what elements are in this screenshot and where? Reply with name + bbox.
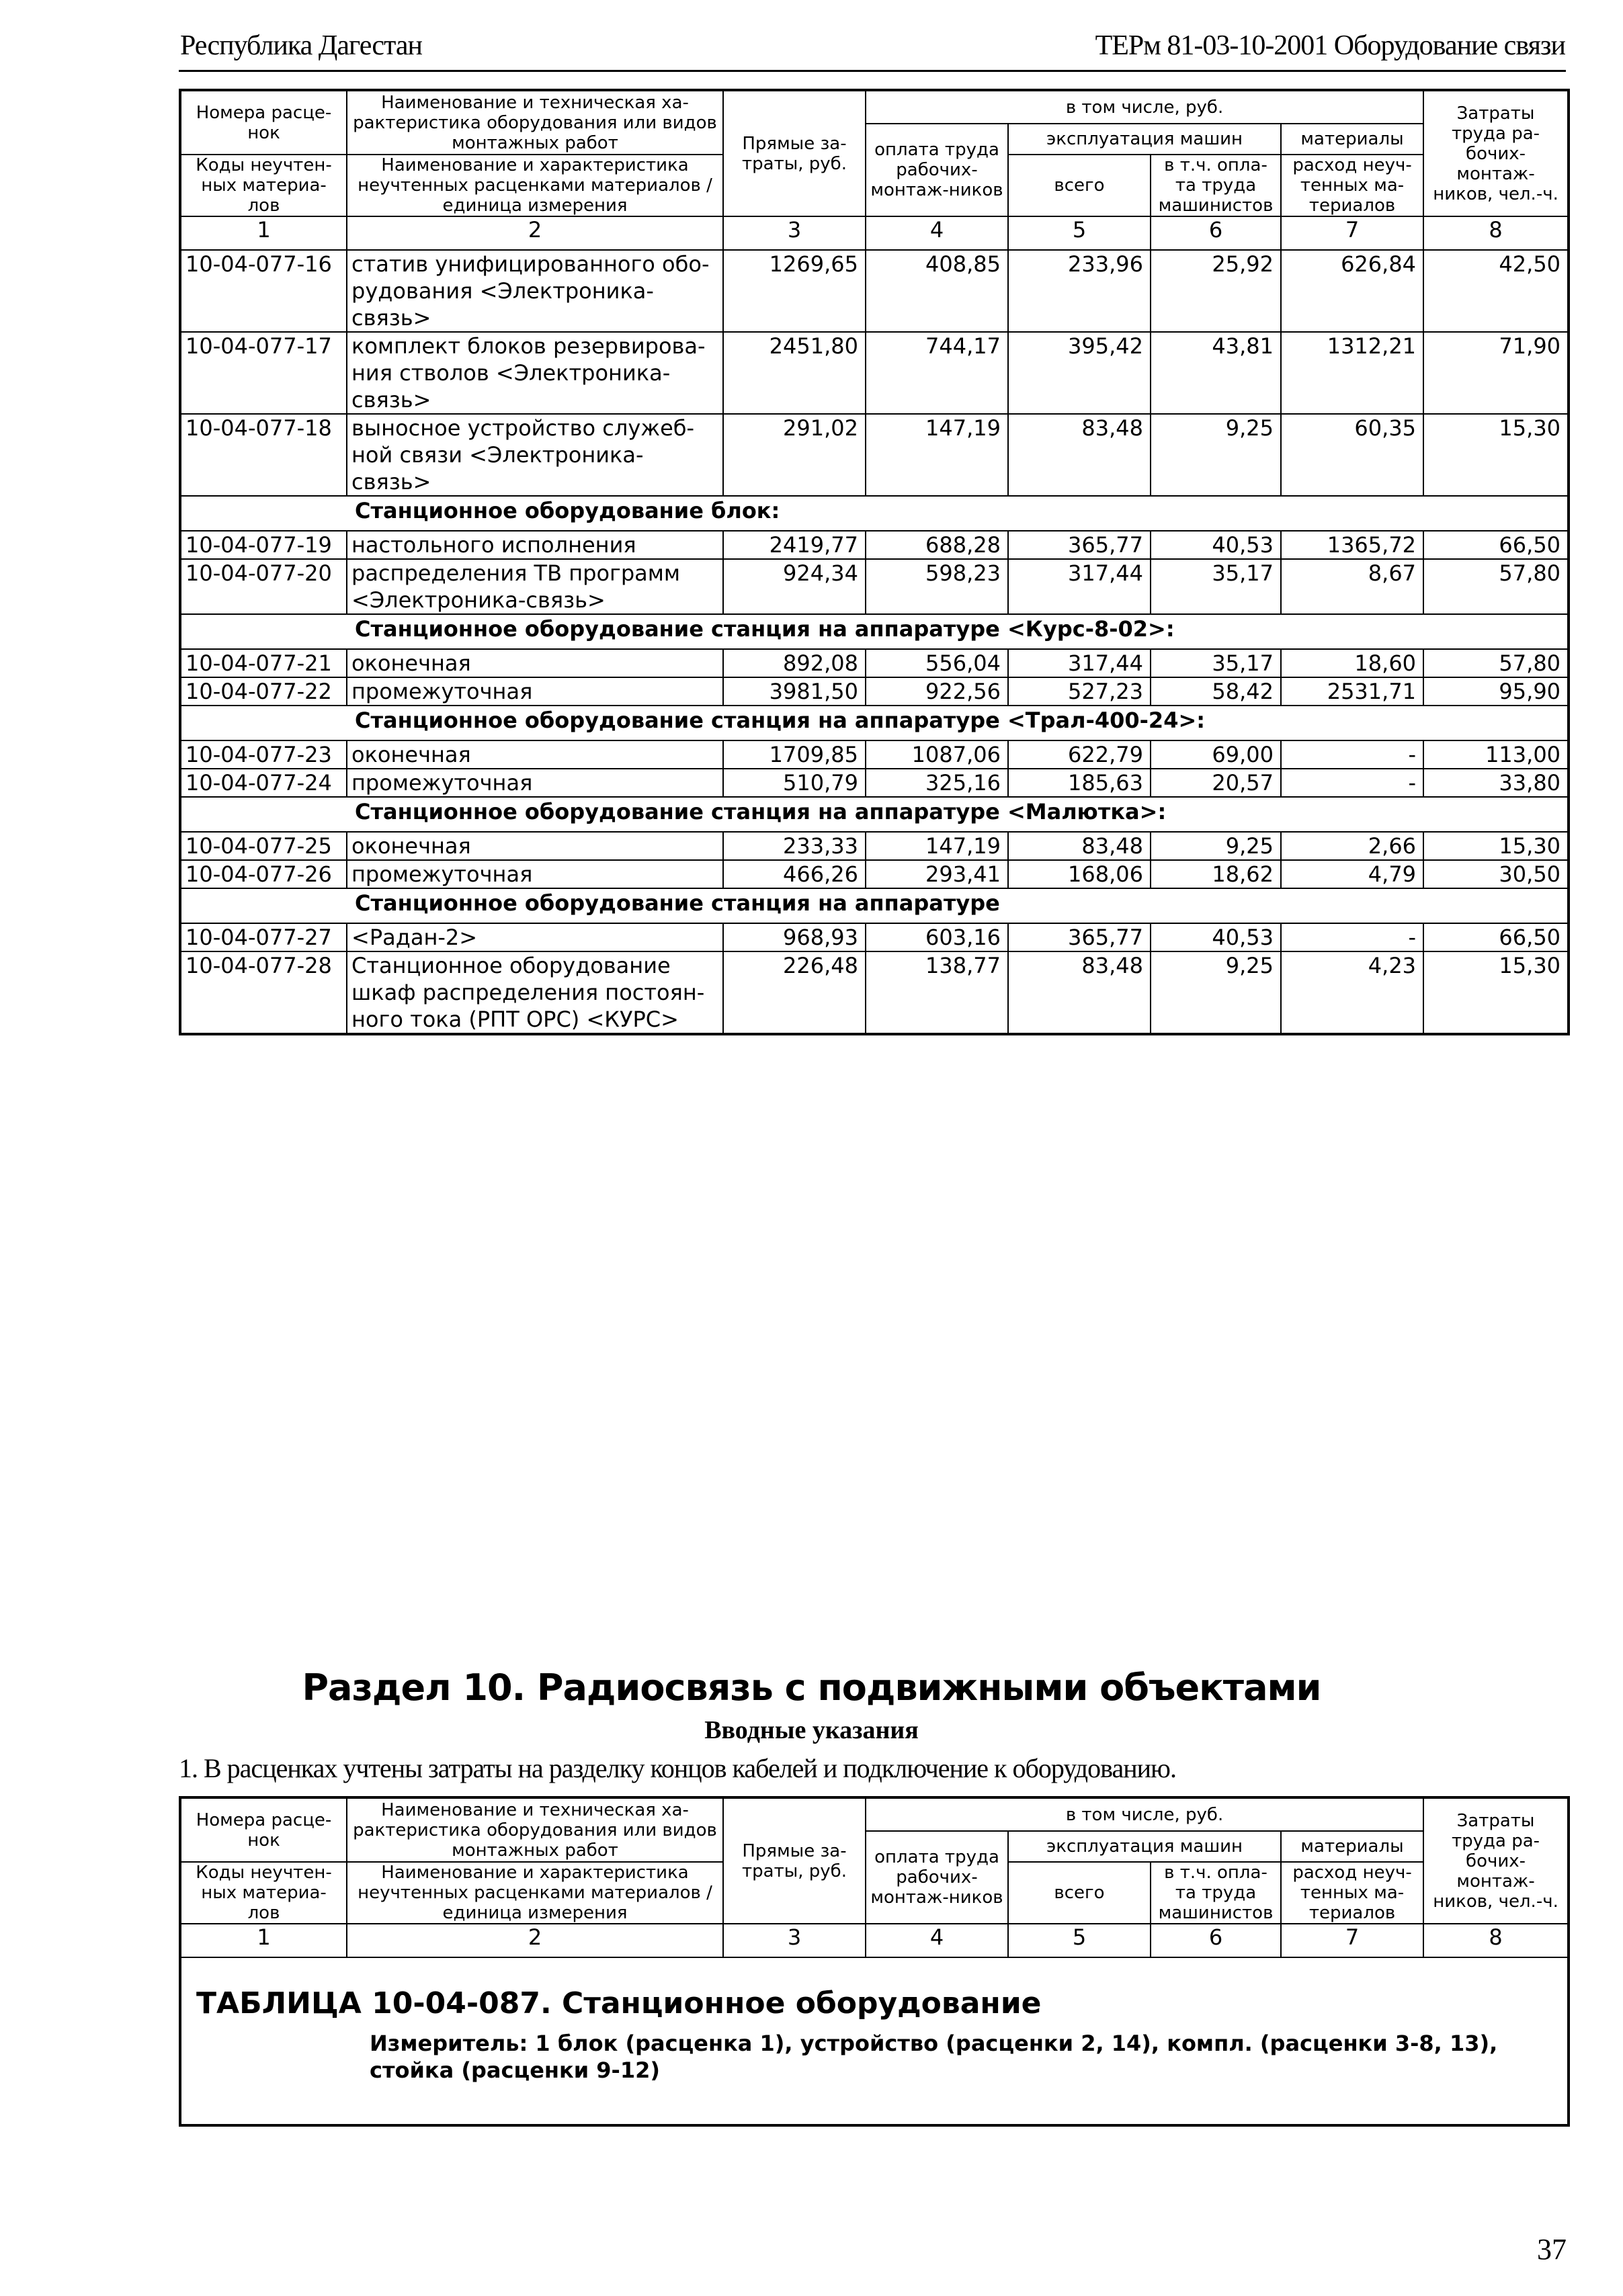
value-labor-hours: 95,90 — [1423, 677, 1569, 706]
section-heading: Станционное оборудование станция на аппаратуре <Трал-400-24>: — [180, 706, 1569, 740]
col-machines: эксплуатация машин — [1008, 124, 1281, 155]
value-machinist-pay: 35,17 — [1151, 559, 1281, 614]
col-materials: материалы — [1281, 124, 1423, 155]
section-heading: Станционное оборудование станция на аппаратуре <Курс-8-02>: — [180, 614, 1569, 649]
value-direct-costs: 510,79 — [723, 769, 866, 797]
col-direct-costs: Прямые за-траты, руб. — [723, 90, 866, 216]
rate-code: 10-04-077-19 — [180, 531, 347, 559]
rate-code: 10-04-077-27 — [180, 923, 347, 951]
column-number: 4 — [866, 216, 1008, 250]
value-machinist-pay: 25,92 — [1151, 250, 1281, 332]
column-numbers-row — [180, 216, 1569, 250]
value-worker-pay: 922,56 — [866, 677, 1008, 706]
value-material-usage: - — [1281, 740, 1423, 769]
value-direct-costs: 1269,65 — [723, 250, 866, 332]
value-machines-total: 83,48 — [1008, 414, 1151, 496]
table-row — [180, 769, 1569, 797]
value-machinist-pay: 18,62 — [1151, 860, 1281, 888]
value-machines-total: 395,42 — [1008, 332, 1151, 414]
value-material-usage: 2531,71 — [1281, 677, 1423, 706]
column-number: 5 — [1008, 216, 1151, 250]
value-worker-pay: 603,16 — [866, 923, 1008, 951]
section-heading: Станционное оборудование станция на аппаратуре <Малютка>: — [180, 797, 1569, 832]
value-machinist-pay: 35,17 — [1151, 649, 1281, 677]
value-machinist-pay: 58,42 — [1151, 677, 1281, 706]
col-machines: эксплуатация машин — [1008, 1831, 1281, 1862]
table-row — [180, 531, 1569, 559]
rate-name: комплект блоков резервирова-ния стволов <Электроника-связь> — [347, 332, 723, 414]
section-title: Раздел 10. Радиосвязь с подвижными объектами — [302, 1666, 1321, 1709]
rate-name: настольного исполнения — [347, 531, 723, 559]
rate-name: оконечная — [347, 832, 723, 860]
value-material-usage: 1365,72 — [1281, 531, 1423, 559]
table-measure-line: стойка (расценки 9-12) — [370, 2057, 660, 2083]
value-material-usage: 8,67 — [1281, 559, 1423, 614]
table-10-04-087 — [179, 1796, 1570, 2127]
column-number: 1 — [180, 216, 347, 250]
table-row — [180, 332, 1569, 414]
value-labor-hours: 15,30 — [1423, 414, 1569, 496]
header-region: Республика Дагестан — [180, 30, 423, 61]
intro-paragraph: 1. В расценках учтены затраты на разделку концов кабелей и подключение к оборудованию. — [179, 1753, 1176, 1783]
value-machines-total: 83,48 — [1008, 951, 1151, 1034]
section-heading: Станционное оборудование блок: — [180, 496, 1569, 531]
value-machines-total: 365,77 — [1008, 923, 1151, 951]
value-labor-hours: 57,80 — [1423, 559, 1569, 614]
value-machinist-pay: 9,25 — [1151, 832, 1281, 860]
col-machines-total: всего — [1008, 155, 1151, 216]
column-number: 2 — [347, 1924, 723, 1957]
col-machinist-pay: в т.ч. опла-та труда машинистов — [1151, 155, 1281, 216]
rate-name: статив унифицированного обо-рудования <Электроника-связь> — [347, 250, 723, 332]
col-group-incl: в том числе, руб. — [866, 1797, 1423, 1831]
col-materials: материалы — [1281, 1831, 1423, 1862]
value-machinist-pay: 69,00 — [1151, 740, 1281, 769]
value-labor-hours: 33,80 — [1423, 769, 1569, 797]
rate-code: 10-04-077-24 — [180, 769, 347, 797]
value-labor-hours: 42,50 — [1423, 250, 1569, 332]
rate-name: Станционное оборудование шкаф распределения постоян-ного тока (РПТ ОРС) <КУРС> — [347, 951, 723, 1034]
rate-name: промежуточная — [347, 860, 723, 888]
value-direct-costs: 2419,77 — [723, 531, 866, 559]
value-machines-total: 527,23 — [1008, 677, 1151, 706]
value-direct-costs: 968,93 — [723, 923, 866, 951]
value-labor-hours: 66,50 — [1423, 923, 1569, 951]
value-worker-pay: 138,77 — [866, 951, 1008, 1034]
column-number: 7 — [1281, 216, 1423, 250]
col-direct-costs: Прямые за-траты, руб. — [723, 1797, 866, 1924]
rate-code: 10-04-077-25 — [180, 832, 347, 860]
header-rule — [179, 70, 1566, 72]
value-material-usage: 4,79 — [1281, 860, 1423, 888]
column-number: 6 — [1151, 216, 1281, 250]
section-subtitle: Вводные указания — [704, 1716, 919, 1744]
column-number: 5 — [1008, 1924, 1151, 1957]
col-material-codes: Коды неучтен-ных материа-лов — [180, 155, 347, 216]
section-row — [180, 797, 1569, 832]
value-machinist-pay: 40,53 — [1151, 531, 1281, 559]
value-machinist-pay: 9,25 — [1151, 951, 1281, 1034]
value-worker-pay: 147,19 — [866, 832, 1008, 860]
table-header — [180, 1797, 1569, 1957]
col-name: Наименование и техническая ха-рактеристика оборудования или видов монтажных работ — [347, 1797, 723, 1862]
table-row — [180, 559, 1569, 614]
page-number: 37 — [1537, 2233, 1567, 2266]
value-machinist-pay: 40,53 — [1151, 923, 1281, 951]
value-direct-costs: 233,33 — [723, 832, 866, 860]
table-measure-line: Измеритель: 1 блок (расценка 1), устройство (расценки 2, 14), компл. (расценки 3-8, 13), — [370, 2031, 1498, 2056]
value-material-usage: 1312,21 — [1281, 332, 1423, 414]
header-document-code: ТЕРм 81-03-10-2001 Оборудование связи — [1095, 30, 1565, 61]
table-row — [180, 677, 1569, 706]
table-title-cell — [180, 1957, 1569, 2125]
section-heading: Станционное оборудование станция на аппаратуре — [180, 888, 1569, 923]
value-machines-total: 168,06 — [1008, 860, 1151, 888]
col-rate-number: Номера расце-нок — [180, 1797, 347, 1862]
value-machines-total: 233,96 — [1008, 250, 1151, 332]
value-material-usage: - — [1281, 769, 1423, 797]
value-worker-pay: 688,28 — [866, 531, 1008, 559]
value-direct-costs: 466,26 — [723, 860, 866, 888]
table-row — [180, 951, 1569, 1034]
value-labor-hours: 71,90 — [1423, 332, 1569, 414]
column-number: 7 — [1281, 1924, 1423, 1957]
value-machinist-pay: 20,57 — [1151, 769, 1281, 797]
value-material-usage: - — [1281, 923, 1423, 951]
value-worker-pay: 325,16 — [866, 769, 1008, 797]
value-worker-pay: 1087,06 — [866, 740, 1008, 769]
rate-name: выносное устройство служеб-ной связи <Электроника-связь> — [347, 414, 723, 496]
value-direct-costs: 2451,80 — [723, 332, 866, 414]
rate-name: распределения ТВ программ <Электроника-связь> — [347, 559, 723, 614]
col-group-incl: в том числе, руб. — [866, 90, 1423, 124]
rate-code: 10-04-077-22 — [180, 677, 347, 706]
column-number: 8 — [1423, 1924, 1569, 1957]
value-labor-hours: 66,50 — [1423, 531, 1569, 559]
col-worker-pay: оплата труда рабочих-монтаж-ников — [866, 1831, 1008, 1924]
value-material-usage: 2,66 — [1281, 832, 1423, 860]
rate-code: 10-04-077-21 — [180, 649, 347, 677]
value-machines-total: 365,77 — [1008, 531, 1151, 559]
column-number: 3 — [723, 216, 866, 250]
rate-code: 10-04-077-28 — [180, 951, 347, 1034]
value-worker-pay: 598,23 — [866, 559, 1008, 614]
column-number: 2 — [347, 216, 723, 250]
rate-code: 10-04-077-20 — [180, 559, 347, 614]
col-worker-pay: оплата труда рабочих-монтаж-ников — [866, 124, 1008, 216]
col-material-usage: расход неуч-тенных ма-териалов — [1281, 1862, 1423, 1924]
table-row — [180, 740, 1569, 769]
col-machines-total: всего — [1008, 1862, 1151, 1924]
value-worker-pay: 744,17 — [866, 332, 1008, 414]
value-worker-pay: 147,19 — [866, 414, 1008, 496]
rate-name: промежуточная — [347, 677, 723, 706]
value-material-usage: 60,35 — [1281, 414, 1423, 496]
col-material-usage: расход неуч-тенных ма-териалов — [1281, 155, 1423, 216]
rate-code: 10-04-077-18 — [180, 414, 347, 496]
col-material-names: Наименование и характеристика неучтенных расценками материалов / единица измерения — [347, 1862, 723, 1924]
value-labor-hours: 30,50 — [1423, 860, 1569, 888]
value-machines-total: 317,44 — [1008, 649, 1151, 677]
value-direct-costs: 892,08 — [723, 649, 866, 677]
table-row — [180, 923, 1569, 951]
rate-code: 10-04-077-16 — [180, 250, 347, 332]
rate-name: <Радан-2> — [347, 923, 723, 951]
value-worker-pay: 293,41 — [866, 860, 1008, 888]
value-labor-hours: 57,80 — [1423, 649, 1569, 677]
value-machines-total: 83,48 — [1008, 832, 1151, 860]
col-material-codes: Коды неучтен-ных материа-лов — [180, 1862, 347, 1924]
section-row — [180, 706, 1569, 740]
column-number: 8 — [1423, 216, 1569, 250]
value-direct-costs: 3981,50 — [723, 677, 866, 706]
value-labor-hours: 113,00 — [1423, 740, 1569, 769]
col-labor-hours: Затраты труда ра-бочих-монтаж-ников, чел.-ч. — [1423, 1797, 1569, 1924]
table-body — [180, 250, 1569, 1034]
value-labor-hours: 15,30 — [1423, 951, 1569, 1034]
section-row — [180, 888, 1569, 923]
column-number: 3 — [723, 1924, 866, 1957]
section-row — [180, 496, 1569, 531]
rate-code: 10-04-077-23 — [180, 740, 347, 769]
table-row — [180, 649, 1569, 677]
rate-name: оконечная — [347, 740, 723, 769]
value-material-usage: 4,23 — [1281, 951, 1423, 1034]
value-worker-pay: 556,04 — [866, 649, 1008, 677]
col-material-names: Наименование и характеристика неучтенных расценками материалов / единица измерения — [347, 155, 723, 216]
table-row — [180, 250, 1569, 332]
table-header — [180, 90, 1569, 250]
table-row — [180, 832, 1569, 860]
col-name: Наименование и техническая ха-рактеристика оборудования или видов монтажных работ — [347, 90, 723, 155]
value-machines-total: 622,79 — [1008, 740, 1151, 769]
value-direct-costs: 924,34 — [723, 559, 866, 614]
col-machinist-pay: в т.ч. опла-та труда машинистов — [1151, 1862, 1281, 1924]
value-worker-pay: 408,85 — [866, 250, 1008, 332]
rate-name: промежуточная — [347, 769, 723, 797]
rate-code: 10-04-077-17 — [180, 332, 347, 414]
value-machinist-pay: 43,81 — [1151, 332, 1281, 414]
table-row — [180, 414, 1569, 496]
value-labor-hours: 15,30 — [1423, 832, 1569, 860]
column-number: 1 — [180, 1924, 347, 1957]
value-machines-total: 317,44 — [1008, 559, 1151, 614]
value-material-usage: 18,60 — [1281, 649, 1423, 677]
column-number: 4 — [866, 1924, 1008, 1957]
section-row — [180, 614, 1569, 649]
table-title: ТАБЛИЦА 10-04-087. Станционное оборудование — [196, 1986, 1042, 2021]
rate-name: оконечная — [347, 649, 723, 677]
value-direct-costs: 291,02 — [723, 414, 866, 496]
value-machinist-pay: 9,25 — [1151, 414, 1281, 496]
table-row — [180, 860, 1569, 888]
value-material-usage: 626,84 — [1281, 250, 1423, 332]
value-machines-total: 185,63 — [1008, 769, 1151, 797]
rate-code: 10-04-077-26 — [180, 860, 347, 888]
col-labor-hours: Затраты труда ра-бочих-монтаж-ников, чел.-ч. — [1423, 90, 1569, 216]
value-direct-costs: 1709,85 — [723, 740, 866, 769]
value-direct-costs: 226,48 — [723, 951, 866, 1034]
rates-table — [179, 89, 1570, 1035]
column-numbers-row — [180, 1924, 1569, 1957]
column-number: 6 — [1151, 1924, 1281, 1957]
col-rate-number: Номера расце-нок — [180, 90, 347, 155]
